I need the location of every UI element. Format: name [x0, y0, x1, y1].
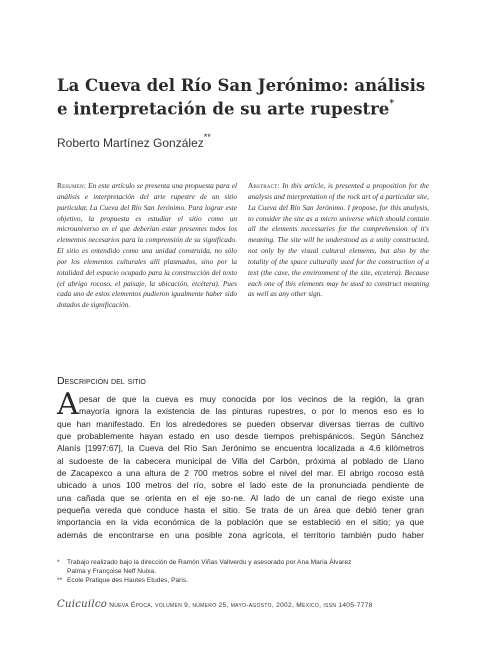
- body-line: al sudoeste de la cabecera municipal de Villa del Carbón, próxima al poblado de Llano: [57, 455, 424, 466]
- body-line: ubicado a unos 100 metros del río, sobre el lado este de la pronunciada pendiente de: [57, 480, 424, 491]
- abstract-english-label: Abstract:: [248, 181, 280, 190]
- title-line-1: La Cueva del Río San Jerónimo: análisis: [57, 76, 426, 95]
- author-footnote-mark: **: [203, 132, 211, 142]
- footnote-mark: *: [57, 559, 60, 566]
- journal-footer: [57, 599, 373, 610]
- abstract-spanish-label: Resumen:: [57, 181, 87, 190]
- abstract-english-text: In this article, is presented a proposition for the analysis and interpretation of the rock art of a particular site, La Cueva del Río San Jerónimo. I propose, for this analysis, to consider the site as a micro universe which should contain all the elements necessaries for the comprehension of it's meaning. The site will be understood as a unity constructed, not only by the visual cultural elements, but also by the totality of the space culturally used for the construction of a text (the cave, the environment of the site, etcetera). Because each one of this elements may be used to construct meaning as well as any other sign.: [248, 181, 429, 299]
- body-paragraph: [57, 393, 424, 541]
- body-line: además de encontrarse en una posible zona agrícola, el territorio también pudo haber: [57, 529, 424, 540]
- body-line: pequeña vereda que conduce hasta el sitio. Se trata de un área que debió tener gran: [57, 505, 424, 516]
- article-title: [57, 76, 437, 120]
- footnote: [57, 558, 437, 567]
- title-footnote-mark: *: [389, 99, 395, 109]
- journal-info: Nueva Época, volumen 9, número 25, mayo-agosto, 2002, México, issn 1405-7778: [109, 602, 373, 609]
- body-line: de Zacapexco a una altura de 2 700 metros sobre el nivel del mar. El abrigo rocoso está: [57, 468, 424, 479]
- footnote: [57, 567, 437, 576]
- title-line-2: e interpretación de su arte rupestre*: [57, 99, 395, 119]
- section-heading: Descripción del sitio: [57, 375, 146, 387]
- footnote-mark: **: [57, 577, 63, 585]
- body-line: pesar de que la cueva es muy conocida por los vecinos de la región, la gran: [79, 394, 424, 404]
- abstract-english: [248, 181, 429, 300]
- journal-logo: Cuicuilco: [57, 599, 108, 610]
- body-line: que han manifestado. En los alrededores se pueden observar diversas tierras de cultivo: [57, 418, 424, 429]
- body-line: una cañada que se orienta en el eje so-ne. Al lado de un canal de riego existe una: [57, 492, 424, 503]
- body-line: mayoría ignora la existencia de las pinturas rupestres, o por lo menos eso es lo: [79, 406, 424, 417]
- body-line: Alanís [1997:67], la Cueva del Río San Jerónimo se encuentra localizada a 4.6 kilómetros: [57, 443, 424, 454]
- footnote-text: Ecole Pratique des Hautes Etudes, Paris.: [67, 577, 188, 585]
- drop-cap: A: [57, 387, 79, 422]
- body-line: que probablemente hayan estado en uso desde tiempos prehispánicos. Según Sánchez: [57, 431, 424, 442]
- abstract-spanish: [57, 181, 237, 311]
- body-line: importancia en la vida económica de la población que se estableció en el sitio; ya que: [57, 517, 424, 528]
- footnote-text: Palma y Françoise Neff Nuixa.: [67, 568, 156, 576]
- footnotes: [57, 558, 437, 586]
- author-byline: [57, 134, 211, 150]
- footnote: [57, 576, 437, 585]
- abstract-spanish-text: En este artículo se presenta una propuesta para el análisis e interpretación del arte rupestre de un sitio particular, La Cueva del Río San Jerónimo. Para lograr este objetivo, la propuesta es estudiar el sitio como un microuniverso en el que deberían estar presentes todos los elementos necesarios para la comprensión de su significado. El sitio es entendido como una unidad construida, no sólo por los elementos culturales allí plasmados, sino por la totalidad del espacio ocupado para la construcción del texto (el abrigo rocoso, el paisaje, la ubicación, etcétera). Pues cada uno de estos elementos pudieron igualmente haber sido dotados de significación.: [57, 181, 237, 310]
- author-name: Roberto Martínez González: [57, 136, 204, 150]
- footnote-text: Trabajo realizado bajo la dirección de Ramón Viñas Vallverdu y asesorado por Ana María Álvarez: [67, 559, 352, 566]
